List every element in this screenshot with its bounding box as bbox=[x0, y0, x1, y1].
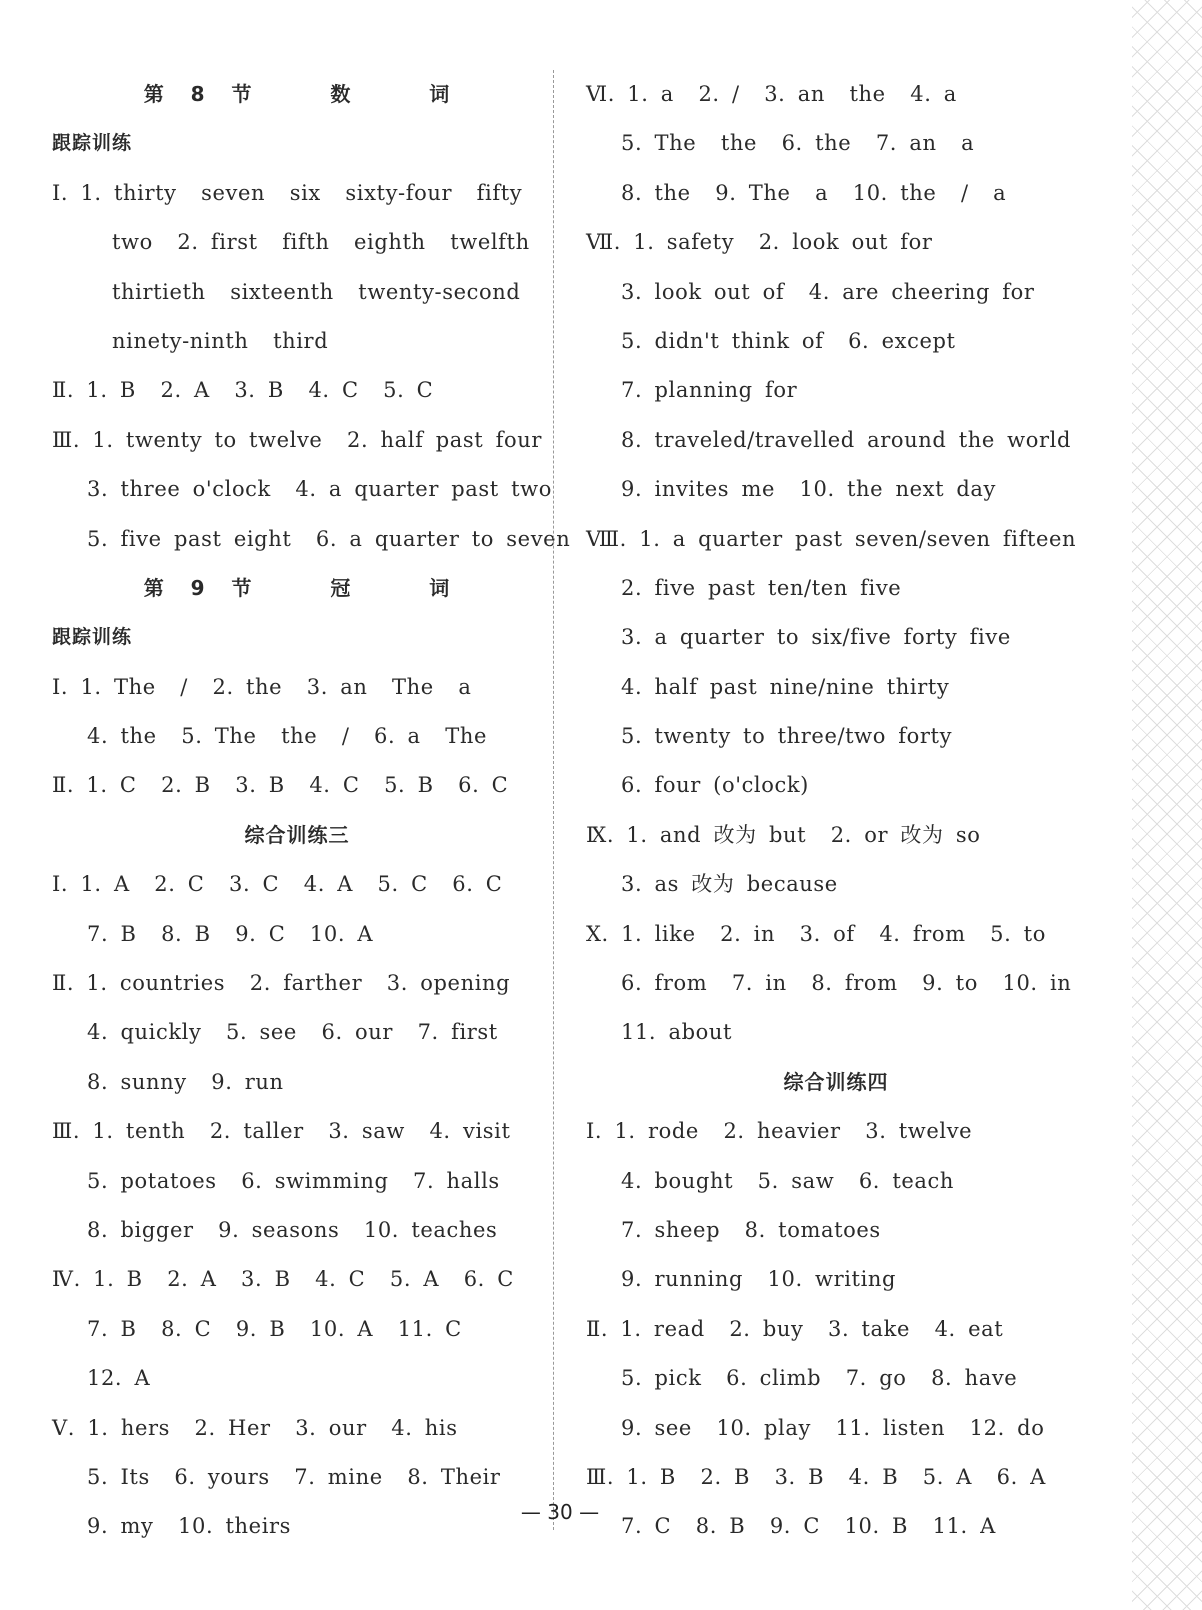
answer-line: 5. twenty to three/two forty bbox=[621, 724, 953, 749]
answer-line: Ⅷ. 1. a quarter past seven/seven fifteen bbox=[586, 526, 1077, 551]
answer-line: 7. B 8. B 9. C 10. A bbox=[87, 921, 374, 946]
answer-line: 3. three o'clock 4. a quarter past two bbox=[87, 477, 552, 502]
section-heading: 第 8 节 数 词 bbox=[143, 82, 451, 106]
answer-line: 9. running 10. writing bbox=[621, 1267, 897, 1292]
answer-line: 4. quickly 5. see 6. our 7. first bbox=[87, 1020, 498, 1045]
answer-line: 6. four (o'clock) bbox=[621, 773, 809, 798]
answer-line: 8. sunny 9. run bbox=[87, 1069, 284, 1094]
answer-line: 7. sheep 8. tomatoes bbox=[621, 1217, 881, 1242]
answer-line: Ⅴ. 1. hers 2. Her 3. our 4. his bbox=[52, 1415, 458, 1440]
answer-line: 11. about bbox=[621, 1020, 733, 1045]
answer-line: Ⅵ. 1. a 2. / 3. an the 4. a bbox=[586, 82, 957, 106]
answer-line: Ⅱ. 1. B 2. A 3. B 4. C 5. C bbox=[52, 378, 434, 403]
answer-line: Ⅸ. 1. and 改为 but 2. or 改为 so bbox=[586, 822, 981, 847]
answer-line: 7. B 8. C 9. B 10. A 11. C bbox=[87, 1316, 462, 1341]
column-divider bbox=[553, 70, 554, 1530]
answer-line: 5. potatoes 6. swimming 7. halls bbox=[87, 1168, 500, 1193]
page-edge-pattern bbox=[1132, 0, 1202, 1610]
answer-line: Ⅳ. 1. B 2. A 3. B 4. C 5. A 6. C bbox=[52, 1267, 514, 1292]
answer-line: 5. five past eight 6. a quarter to seven bbox=[87, 526, 571, 551]
section-heading: 跟踪训练 bbox=[52, 626, 133, 649]
answer-line: ninety-ninth third bbox=[112, 328, 329, 353]
answer-line: 4. half past nine/nine thirty bbox=[621, 674, 950, 699]
answer-line: Ⅱ. 1. read 2. buy 3. take 4. eat bbox=[586, 1316, 1004, 1341]
answer-line: Ⅱ. 1. C 2. B 3. B 4. C 5. B 6. C bbox=[52, 773, 509, 798]
answer-line: 3. a quarter to six/five forty five bbox=[621, 625, 1011, 650]
answer-line: thirtieth sixteenth twenty-second bbox=[112, 279, 521, 304]
answer-line: 12. A bbox=[87, 1366, 151, 1391]
section-heading: 综合训练四 bbox=[783, 1069, 889, 1094]
answer-line: 9. see 10. play 11. listen 12. do bbox=[621, 1415, 1045, 1440]
answer-line: Ⅲ. 1. twenty to twelve 2. half past four bbox=[52, 427, 542, 452]
section-heading: 第 9 节 冠 词 bbox=[143, 575, 451, 600]
answer-line: Ⅱ. 1. countries 2. farther 3. opening bbox=[52, 971, 511, 996]
answer-line: 6. from 7. in 8. from 9. to 10. in bbox=[621, 971, 1072, 996]
answer-line: Ⅰ. 1. The / 2. the 3. an The a bbox=[52, 674, 472, 699]
page-number: — 30 — bbox=[520, 1500, 600, 1524]
answer-line: 4. bought 5. saw 6. teach bbox=[621, 1168, 954, 1193]
answer-line: two 2. first fifth eighth twelfth bbox=[112, 230, 530, 255]
answer-line: 9. invites me 10. the next day bbox=[621, 477, 997, 502]
right-column bbox=[586, 70, 1086, 1552]
answer-line: Ⅰ. 1. rode 2. heavier 3. twelve bbox=[586, 1119, 973, 1144]
answer-line: Ⅲ. 1. tenth 2. taller 3. saw 4. visit bbox=[52, 1119, 511, 1144]
answer-line: 4. the 5. The the / 6. a The bbox=[87, 724, 487, 749]
answer-line: Ⅹ. 1. like 2. in 3. of 4. from 5. to bbox=[586, 921, 1046, 946]
section-heading: 跟踪训练 bbox=[52, 132, 133, 155]
answer-line: 5. didn't think of 6. except bbox=[621, 328, 956, 353]
answer-line: 8. the 9. The a 10. the / a bbox=[621, 180, 1007, 205]
answer-line: 5. Its 6. yours 7. mine 8. Their bbox=[87, 1464, 501, 1489]
answer-line: Ⅰ. 1. A 2. C 3. C 4. A 5. C 6. C bbox=[52, 872, 503, 897]
answer-line: Ⅲ. 1. B 2. B 3. B 4. B 5. A 6. A bbox=[586, 1464, 1046, 1489]
answer-line: Ⅰ. 1. thirty seven six sixty-four fifty bbox=[52, 180, 523, 205]
answer-line: 8. traveled/travelled around the world bbox=[621, 427, 1071, 452]
answer-line: 2. five past ten/ten five bbox=[621, 575, 902, 600]
answer-line: 7. C 8. B 9. C 10. B 11. A bbox=[621, 1514, 996, 1539]
answer-line: 3. look out of 4. are cheering for bbox=[621, 279, 1035, 304]
answer-line: 5. The the 6. the 7. an a bbox=[621, 131, 975, 156]
answer-line: 3. as 改为 because bbox=[621, 872, 838, 897]
answer-line: 9. my 10. theirs bbox=[87, 1514, 292, 1539]
answer-line: 8. bigger 9. seasons 10. teaches bbox=[87, 1217, 498, 1242]
answer-line: Ⅶ. 1. safety 2. look out for bbox=[586, 230, 933, 255]
answer-line: 7. planning for bbox=[621, 378, 798, 403]
section-heading: 综合训练三 bbox=[244, 822, 350, 847]
answer-line: 5. pick 6. climb 7. go 8. have bbox=[621, 1366, 1018, 1391]
